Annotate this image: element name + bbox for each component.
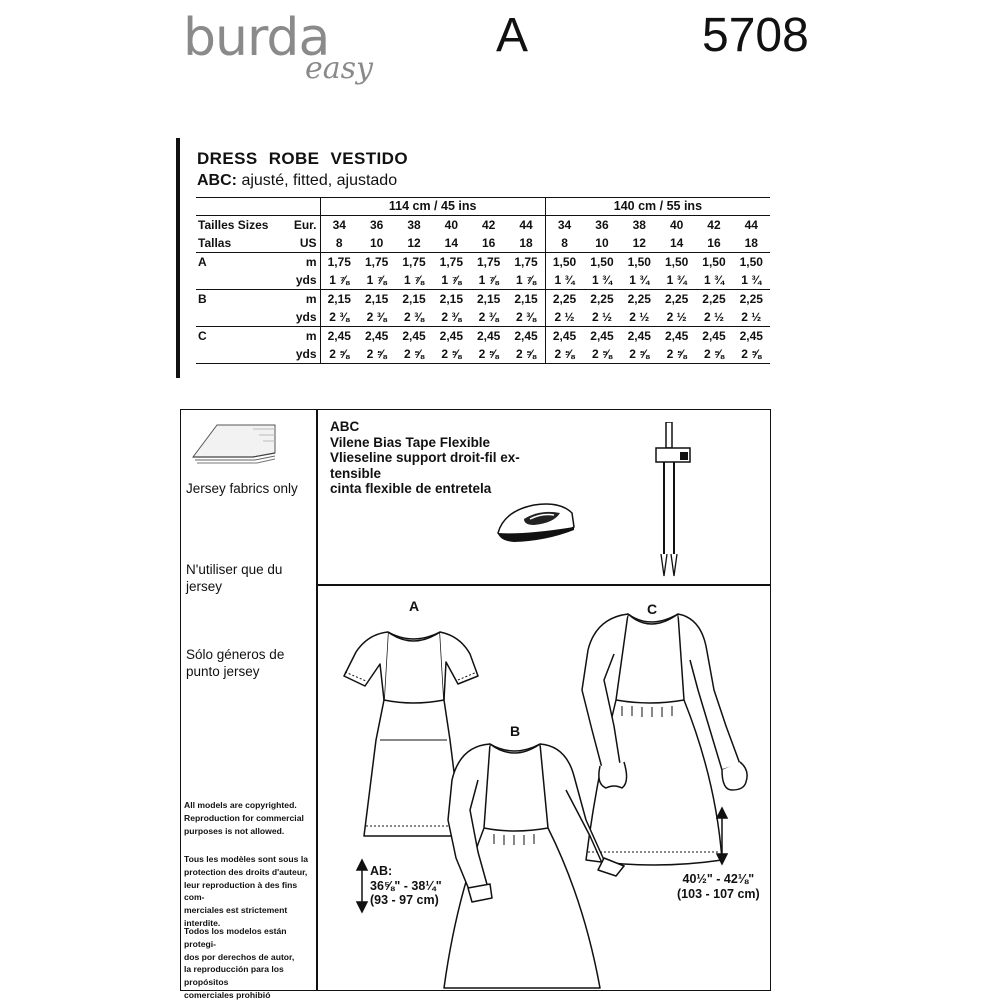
view-c-label: C xyxy=(647,601,658,617)
length-ab xyxy=(370,864,442,908)
yardage-cell: 2,45 xyxy=(583,326,620,344)
legal-line: Todos los modelos están protegi- xyxy=(184,926,287,949)
us-size: 12 xyxy=(407,236,421,251)
yardage-cell: 2,45 xyxy=(320,326,358,344)
chart-side-bar xyxy=(176,138,180,378)
eur-size-row xyxy=(196,216,770,234)
length-ab-label: AB: xyxy=(370,864,393,878)
yardage-cell: 1 ⅞ xyxy=(441,273,462,287)
view-label: C xyxy=(196,326,286,344)
unit-label: yds xyxy=(286,345,320,363)
yardage-cell: 2,15 xyxy=(433,289,470,307)
yardage-cell: 2 ½ xyxy=(554,309,575,324)
yardage-cell: 2 ⅝ xyxy=(470,345,507,363)
eur-size: 36 xyxy=(369,218,384,233)
yardage-cell: 2 ⅜ xyxy=(507,308,545,326)
yardage-cell: 1,50 xyxy=(695,253,732,271)
yardage-cell: 2,45 xyxy=(658,326,695,344)
eur-size: 44 xyxy=(744,218,758,233)
yardage-cell: 1,75 xyxy=(320,253,358,271)
fabric-width-140: 140 cm / 55 ins xyxy=(545,198,770,216)
twin-needle-icon xyxy=(648,422,698,578)
yardage-cell: 2 ½ xyxy=(629,309,650,324)
yardage-cell: 1,75 xyxy=(358,253,395,271)
yardage-cell: 2 ½ xyxy=(741,309,762,324)
yardage-cell: 1 ¾ xyxy=(629,273,650,287)
yardage-cell: 2,25 xyxy=(658,289,695,307)
interfacing-line: Vlieseline support droit-fil ex- xyxy=(330,450,520,466)
yardage-cell: 1,75 xyxy=(395,253,432,271)
interfacing-line: Vilene Bias Tape Flexible xyxy=(330,434,491,450)
yardage-cell: 2 ⅝ xyxy=(695,345,732,363)
note-jersey-es xyxy=(186,646,284,680)
yardage-cell: 1,50 xyxy=(658,253,695,271)
yardage-cell: 1,75 xyxy=(433,253,470,271)
eur-size: 40 xyxy=(669,218,684,233)
legal-line: dos por derechos de autor, xyxy=(184,951,295,962)
yardage-cell: 1,75 xyxy=(470,253,507,271)
pattern-number: 5708 xyxy=(702,9,809,62)
interfacing-line: ABC xyxy=(330,419,360,434)
us-size: 18 xyxy=(744,236,758,251)
us-size: 8 xyxy=(561,236,568,251)
yardage-cell: 2,45 xyxy=(358,326,395,344)
us-label: US xyxy=(286,234,320,252)
length-c-inches: 40½" - 42⅛" xyxy=(682,872,755,886)
brand-logo xyxy=(183,8,373,86)
note-jersey-en: Jersey fabrics only xyxy=(186,481,298,496)
us-size: 8 xyxy=(335,236,343,251)
dress-b-drawing xyxy=(444,744,624,988)
yardage-cell: 2 ⅝ xyxy=(433,345,470,363)
yardage-cell: 2 ½ xyxy=(666,309,687,324)
us-size: 14 xyxy=(444,236,458,251)
envelope-letter: A xyxy=(496,9,529,62)
view-c-m-row xyxy=(196,326,770,344)
note-line: jersey xyxy=(186,579,223,594)
note-line: N'utiliser que du xyxy=(186,562,283,577)
yardage-cell: 2 ⅜ xyxy=(441,309,462,324)
copyright-en xyxy=(184,799,319,837)
us-size: 16 xyxy=(707,236,721,251)
brand-name: burda xyxy=(183,8,330,68)
yardage-cell: 2,15 xyxy=(320,289,358,307)
eur-size: 34 xyxy=(332,218,346,233)
length-arrow-ab xyxy=(357,860,367,912)
yardage-cell: 2,15 xyxy=(470,289,507,307)
yardage-cell: 2 ⅜ xyxy=(478,309,499,324)
yardage-cell: 1,50 xyxy=(583,253,620,271)
chart-fit xyxy=(197,172,397,190)
copyright-es xyxy=(184,925,319,1000)
yardage-cell: 2 ⅝ xyxy=(395,345,432,363)
view-b-label: B xyxy=(510,723,521,739)
interfacing-line: tensible xyxy=(330,465,382,481)
view-b-yds-row xyxy=(196,308,770,326)
interfacing-notes xyxy=(330,419,520,497)
yardage-cell: 1 ¾ xyxy=(703,273,724,287)
legal-line: Reproduction for commercial xyxy=(184,812,304,823)
view-a-yds-row xyxy=(196,271,770,289)
yardage-cell: 2 ⅝ xyxy=(733,345,770,363)
yardage-cell: 2 ⅝ xyxy=(621,345,658,363)
yardage-cell: 2 ½ xyxy=(703,309,724,324)
fit-label: ABC: xyxy=(197,172,237,189)
eur-size: 44 xyxy=(507,216,545,234)
yardage-cell: 2,15 xyxy=(358,289,395,307)
legal-line: comerciales prohibió xyxy=(184,989,271,1000)
length-c-cm: (103 - 107 cm) xyxy=(677,886,760,901)
yardage-cell: 2 ⅜ xyxy=(403,309,424,324)
yardage-cell: 1,50 xyxy=(545,253,583,271)
eur-size: 38 xyxy=(407,218,421,233)
yardage-cell: 1 ⅞ xyxy=(507,271,545,289)
view-a-label: A xyxy=(409,598,420,614)
yardage-cell: 1 ¾ xyxy=(591,273,612,287)
legal-line: purposes is not allowed. xyxy=(184,825,285,836)
us-size: 16 xyxy=(481,236,496,251)
us-size: 18 xyxy=(507,234,545,252)
yardage-cell: 2,15 xyxy=(395,289,432,307)
yardage-table xyxy=(196,197,770,364)
us-size: 14 xyxy=(669,236,684,251)
yardage-cell: 2 ⅝ xyxy=(658,345,695,363)
eur-size: 34 xyxy=(557,218,572,233)
yardage-cell: 1,50 xyxy=(733,253,770,271)
yardage-cell: 2,45 xyxy=(395,326,432,344)
yardage-cell: 2,45 xyxy=(621,326,658,344)
legal-line: la reproducción para los propósitos xyxy=(184,964,284,988)
iron-icon xyxy=(494,497,578,543)
unit-label: m xyxy=(286,289,320,307)
unit-label: yds xyxy=(286,308,320,326)
yardage-cell: 2 ⅝ xyxy=(545,345,583,363)
note-jersey-fr xyxy=(186,561,282,595)
table-header-row xyxy=(196,198,770,216)
unit-label: m xyxy=(286,253,320,271)
yardage-cell: 2,45 xyxy=(695,326,732,344)
yardage-cell: 1 ⅞ xyxy=(403,273,424,287)
eur-label: Eur. xyxy=(286,216,320,234)
yardage-cell: 2 ½ xyxy=(591,309,612,324)
yardage-cell: 2,45 xyxy=(733,326,770,344)
us-size: 12 xyxy=(632,236,646,251)
yardage-cell: 2 ⅝ xyxy=(320,345,358,363)
us-size-row xyxy=(196,234,770,252)
yardage-cell: 2,45 xyxy=(470,326,507,344)
yardage-cell: 1 ¾ xyxy=(741,273,762,287)
yardage-cell: 2,25 xyxy=(545,289,583,307)
view-label: B xyxy=(196,289,286,307)
us-size: 10 xyxy=(369,236,384,251)
eur-size: 38 xyxy=(632,218,646,233)
note-line: punto jersey xyxy=(186,664,260,679)
fit-text: ajusté, fitted, ajustado xyxy=(237,172,398,189)
legal-line: Tous les modèles sont sous la xyxy=(184,854,309,864)
garment-illustrations xyxy=(318,586,770,990)
fabric-bolt-icon xyxy=(189,417,279,467)
yardage-cell: 2 ⅝ xyxy=(358,345,395,363)
length-c xyxy=(677,872,760,901)
legal-line: protection des droits d'auteur, xyxy=(184,866,308,877)
yardage-cell: 1 ⅞ xyxy=(478,273,499,287)
yardage-cell: 2,25 xyxy=(733,289,770,307)
size-label: Tailles Sizes xyxy=(198,218,269,233)
yardage-cell: 2 ⅝ xyxy=(583,345,620,363)
eur-size: 42 xyxy=(481,218,496,233)
view-c-yds-row xyxy=(196,345,770,363)
legal-line: leur reproduction à des fins com- xyxy=(184,879,298,903)
view-label: A xyxy=(196,253,286,271)
interfacing-line: cinta flexible de entretela xyxy=(330,481,492,497)
yardage-cell: 1,75 xyxy=(507,253,545,271)
view-a-m-row xyxy=(196,253,770,271)
eur-size: 42 xyxy=(707,218,721,233)
yardage-cell: 2,45 xyxy=(433,326,470,344)
chart-title: DRESS ROBE VESTIDO xyxy=(197,149,408,168)
copyright-fr xyxy=(184,853,319,930)
yardage-cell: 2,15 xyxy=(507,289,545,307)
yardage-cell: 2 ⅜ xyxy=(329,309,350,324)
yardage-cell: 2 ⅜ xyxy=(366,309,387,324)
yardage-cell: 1 ¾ xyxy=(554,273,575,287)
yardage-cell: 2,25 xyxy=(621,289,658,307)
unit-label: yds xyxy=(286,271,320,289)
yardage-cell: 1 ⅞ xyxy=(366,273,387,287)
length-ab-cm: (93 - 97 cm) xyxy=(370,893,439,907)
eur-size: 40 xyxy=(444,218,458,233)
yardage-cell: 2,45 xyxy=(545,326,583,344)
yardage-cell: 2,25 xyxy=(583,289,620,307)
legal-line: merciales est strictement interdite. xyxy=(184,905,288,928)
legal-line: All models are copyrighted. xyxy=(184,800,297,810)
yardage-cell: 1 ⅞ xyxy=(329,273,350,287)
length-ab-inches: 36⅝" - 38¼" xyxy=(370,878,442,893)
yardage-cell: 1 ¾ xyxy=(666,273,687,287)
unit-label: m xyxy=(286,326,320,344)
yardage-cell: 2,45 xyxy=(507,326,545,344)
eur-size: 36 xyxy=(595,218,609,233)
note-line: Sólo géneros de xyxy=(186,647,285,662)
yardage-cell: 2,25 xyxy=(695,289,732,307)
view-b-m-row xyxy=(196,289,770,307)
us-size: 10 xyxy=(595,236,609,251)
fabric-width-114: 114 cm / 45 ins xyxy=(320,198,545,216)
yardage-cell: 1,50 xyxy=(621,253,658,271)
brand-sub: easy xyxy=(305,51,373,86)
yardage-cell: 2 ⅝ xyxy=(507,345,545,363)
size-label-es: Tallas xyxy=(198,236,232,251)
